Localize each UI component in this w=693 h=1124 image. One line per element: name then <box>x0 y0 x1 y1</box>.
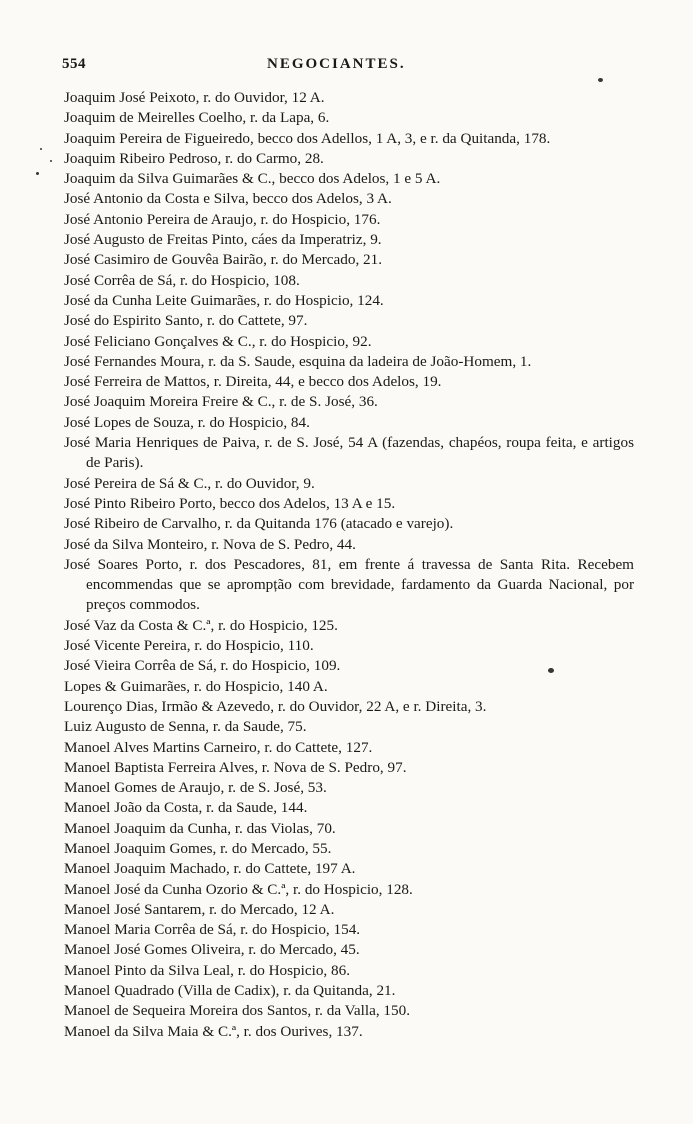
list-item: Joaquim José Peixoto, r. do Ouvidor, 12 A. <box>64 89 325 106</box>
list-item: José Soares Porto, r. dos Pescadores, 81, em frente á travessa de Santa Rita. Recebem encommendas que se aprompțão com brevidade, fardamento da Guarda Nacional, por preços commodos. <box>64 555 634 614</box>
page-number: 554 <box>62 56 86 72</box>
list-item: Joaquim de Meirelles Coelho, r. da Lapa, 6. <box>64 109 330 127</box>
list-item: Manoel Pinto da Silva Leal, r. do Hospicio, 86. <box>64 961 350 979</box>
list-item: Manoel João da Costa, r. da Saude, 144. <box>64 799 308 817</box>
list-item: Lourenço Dias, Irmão & Azevedo, r. do Ouvidor, 22 A, e r. Direita, 3. <box>64 697 487 715</box>
list-item: José Feliciano Gonçalves & C., r. do Hospicio, 92. <box>64 332 372 350</box>
list-item: Lopes & Guimarães, r. do Hospicio, 140 A. <box>64 677 328 695</box>
list-item: José Maria Henriques de Paiva, r. de S. José, 54 A (fazendas, chapéos, roupa feita, e artigos de Paris). <box>64 434 634 472</box>
list-item: José Pereira de Sá & C., r. do Ouvidor, 9. <box>64 474 315 492</box>
list-item: José Corrêa de Sá, r. do Hospicio, 108. <box>64 271 300 289</box>
list-item: José Vieira Corrêa de Sá, r. do Hospicio, 109. <box>64 657 341 675</box>
list-item: Manoel Maria Corrêa de Sá, r. do Hospicio, 154. <box>64 921 361 939</box>
list-item: José do Espirito Santo, r. do Cattete, 97. <box>64 312 308 330</box>
list-item: Manoel Joaquim Gomes, r. do Mercado, 55. <box>64 839 332 857</box>
list-item: Manoel Quadrado (Villa de Cadix), r. da Quitanda, 21. <box>64 982 396 1000</box>
list-item: José Ribeiro de Carvalho, r. da Quitanda 176 (atacado e varejo). <box>64 515 454 533</box>
running-title: NEGOCIANTES. <box>267 56 406 72</box>
list-item: Joaquim Ribeiro Pedroso, r. do Carmo, 28. <box>64 149 324 167</box>
list-item: Manoel de Sequeira Moreira dos Santos, r. da Valla, 150. <box>64 1002 411 1020</box>
ink-speck <box>40 148 42 150</box>
list-item: Manoel José Santarem, r. do Mercado, 12 A. <box>64 900 335 918</box>
list-item: Manoel Joaquim da Cunha, r. das Violas, 70. <box>64 819 336 837</box>
list-item: José Lopes de Souza, r. do Hospicio, 84. <box>64 413 310 431</box>
list-item: José Antonio Pereira de Araujo, r. do Hospicio, 176. <box>64 210 381 228</box>
list-item: Manoel Alves Martins Carneiro, r. do Cattete, 127. <box>64 738 373 756</box>
list-item: Luiz Augusto de Senna, r. da Saude, 75. <box>64 718 307 736</box>
list-item: Manoel José Gomes Oliveira, r. do Mercado, 45. <box>64 941 360 959</box>
list-item: Joaquim da Silva Guimarães & C., becco dos Adelos, 1 e 5 A. <box>64 170 441 188</box>
list-item: José Augusto de Freitas Pinto, cáes da Imperatriz, 9. <box>64 231 382 249</box>
list-item: José Joaquim Moreira Freire & C., r. de S. José, 36. <box>64 393 378 411</box>
list-item: José Vaz da Costa & C.ª, r. do Hospicio, 125. <box>64 616 338 634</box>
list-item: Manoel Gomes de Araujo, r. de S. José, 53. <box>64 779 327 797</box>
list-item: José Fernandes Moura, r. da S. Saude, esquina da ladeira de João-Homem, 1. <box>64 352 532 370</box>
list-item: José Casimiro de Gouvêa Bairão, r. do Mercado, 21. <box>64 251 383 269</box>
list-item: Manoel José da Cunha Ozorio & C.ª, r. do Hospicio, 128. <box>64 880 413 898</box>
page-header <box>62 56 632 80</box>
merchant-list <box>64 88 634 1042</box>
ink-speck <box>36 172 39 175</box>
list-item: José Antonio da Costa e Silva, becco dos Adelos, 3 A. <box>64 190 392 208</box>
list-item: Manoel Joaquim Machado, r. do Cattete, 197 A. <box>64 860 356 878</box>
list-item: Manoel da Silva Maia & C.ª, r. dos Ourives, 137. <box>64 1022 363 1040</box>
ink-speck <box>50 160 52 162</box>
list-item: José Vicente Pereira, r. do Hospicio, 110. <box>64 637 314 655</box>
ink-speck <box>548 668 554 673</box>
list-item: José da Silva Monteiro, r. Nova de S. Pedro, 44. <box>64 535 356 553</box>
ink-speck <box>598 78 603 82</box>
list-item: José Ferreira de Mattos, r. Direita, 44, e becco dos Adelos, 19. <box>64 373 442 391</box>
list-item: José da Cunha Leite Guimarães, r. do Hospicio, 124. <box>64 291 384 309</box>
list-item: José Pinto Ribeiro Porto, becco dos Adelos, 13 A e 15. <box>64 494 396 512</box>
list-item: Joaquim Pereira de Figueiredo, becco dos Adellos, 1 A, 3, e r. da Quitanda, 178. <box>64 129 551 147</box>
list-item: Manoel Baptista Ferreira Alves, r. Nova de S. Pedro, 97. <box>64 758 407 776</box>
